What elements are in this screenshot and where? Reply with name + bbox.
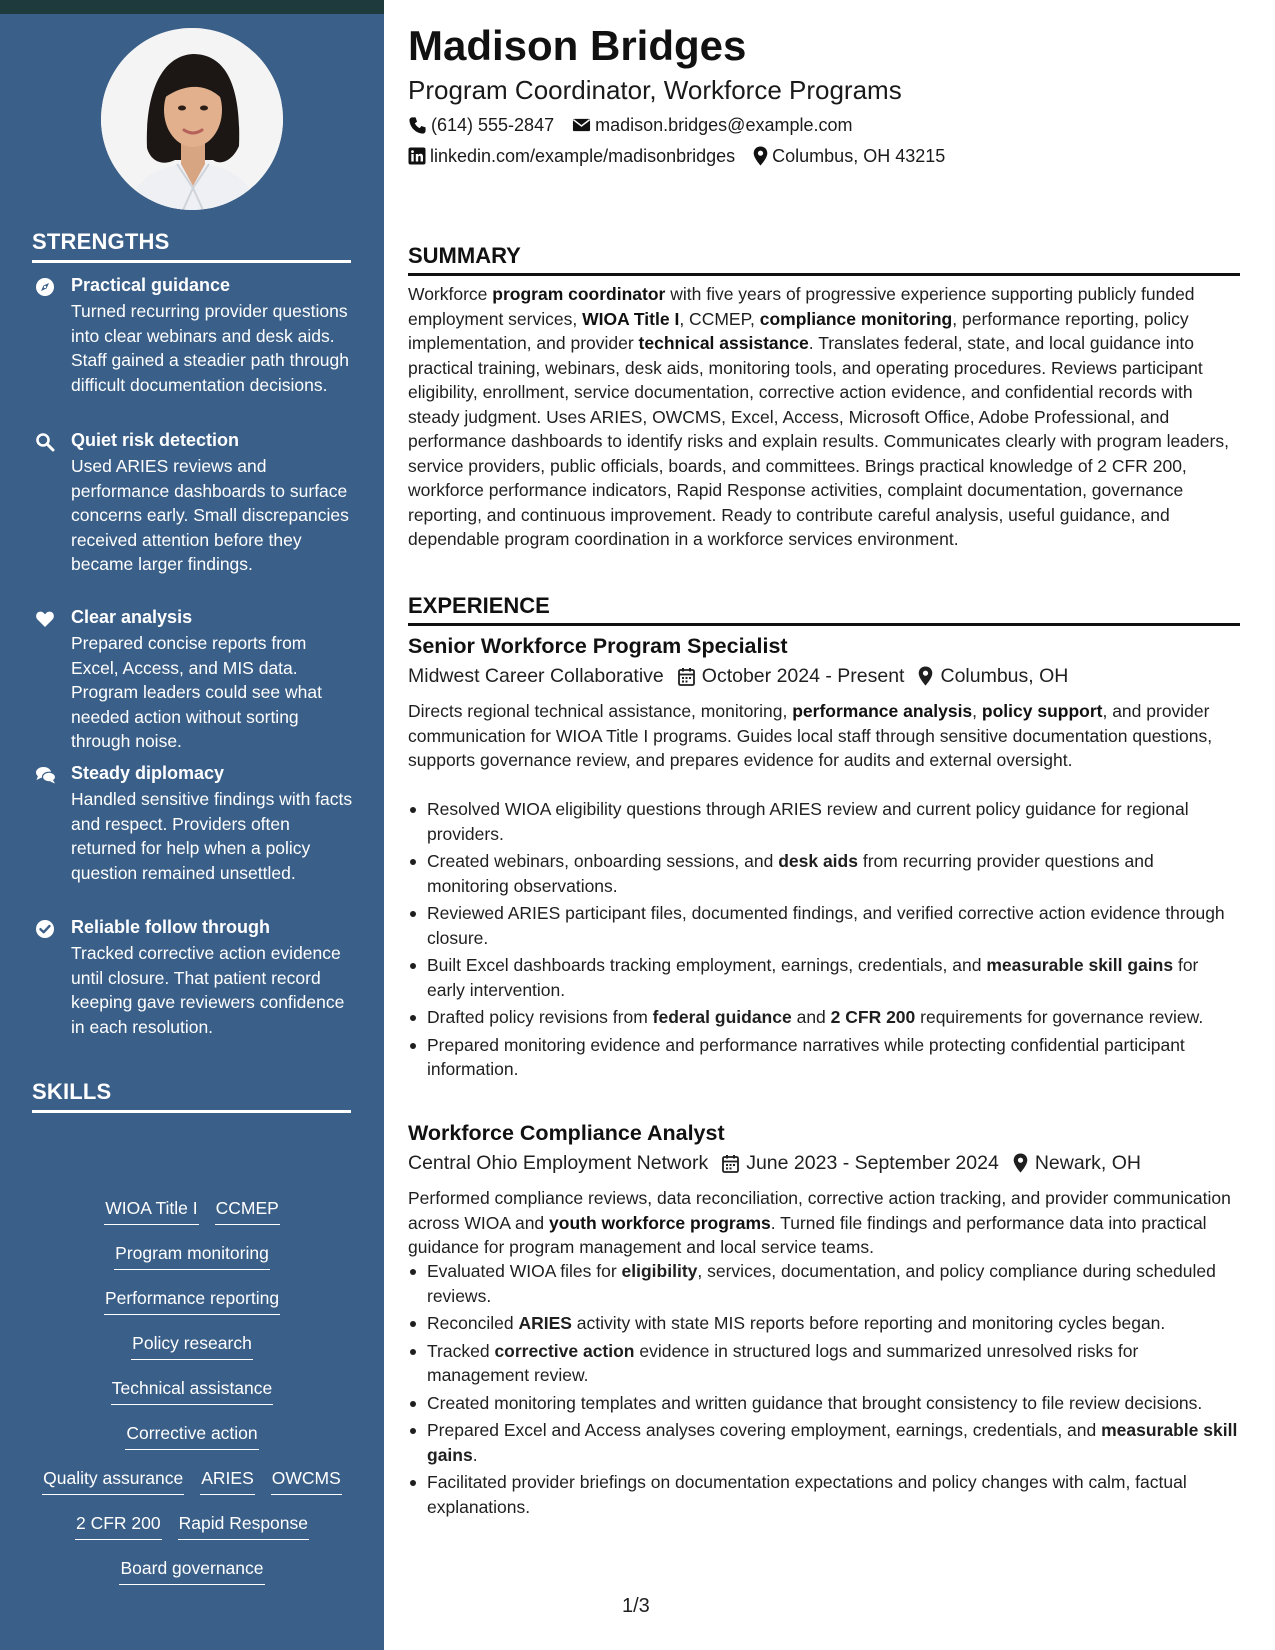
skill-tag: WIOA Title I [104,1197,198,1225]
location-pin-icon [1013,1153,1028,1173]
job-bullet: Reviewed ARIES participant files, documented findings, and verified corrective action evidence through closure. [408,901,1240,950]
location-pin-icon [753,146,768,166]
contact-row-2 [408,145,945,167]
skill-row [32,1512,352,1557]
linkedin-icon [408,147,426,165]
job-title: Workforce Compliance Analyst [408,1121,725,1145]
job-description: Performed compliance reviews, data reconciliation, corrective action tracking, and provider communication across WIOA and youth workforce programs. Turned file findings and performance data into practical guidance for program management and local service teams. [408,1188,1231,1257]
skill-tag: Corrective action [125,1422,258,1450]
job-bullet: Tracked corrective action evidence in structured logs and summarized unresolved risks for management review. [408,1339,1240,1388]
summary-text: Workforce program coordinator with five years of progressive experience supporting publicly funded employment services, WIOA Title I, CCMEP, compliance monitoring, performance reporting, policy implementation, and provider technical assistance. Translates federal, state, and local guidance into practical training, webinars, desk aids, monitoring tools, and operating procedures. Reviews participant eligibility, enrollment, service documentation, corrective action evidence, and confidential records with steady judgment. Uses ARIES, OWCMS, Excel, Access, Microsoft Office, Adobe Professional, and performance dashboards to identify risks and explain results. Communicates clearly with program leaders, service providers, public officials, boards, and committees. Brings practical knowledge of 2 CFR 200, workforce performance indicators, Rapid Response activities, complaint documentation, governance reporting, and continuous improvement. Ready to contribute careful analysis, useful guidance, and dependable program coordination in a workforce services environment. [408,284,1229,549]
skill-tag: Technical assistance [111,1377,274,1405]
job-dates: October 2024 - Present [701,665,905,687]
strength-description: Handled sensitive findings with facts and respect. Providers often returned for help when a policy question remained unsettled. [71,789,353,883]
sidebar [0,14,384,1650]
skill-row [32,1422,352,1467]
calendar-icon [722,1154,739,1173]
job-bullet: Resolved WIOA eligibility questions through ARIES review and current policy guidance for regional providers. [408,797,1240,846]
strength-title: Reliable follow through [71,917,270,937]
candidate-name: Madison Bridges [408,22,747,69]
page-number: 1/3 [622,1595,650,1617]
skill-row [32,1242,352,1287]
job-company: Midwest Career Collaborative [408,665,664,687]
job-bullet: Built Excel dashboards tracking employment, earnings, credentials, and measurable skill gains for early intervention. [408,953,1240,1002]
envelope-icon [572,117,591,133]
check-circle-icon [35,919,55,939]
profile-photo [101,28,283,210]
top-accent-bar [0,0,384,14]
job-bullet: Facilitated provider briefings on documentation expectations and policy changes with calm, factual explanations. [408,1470,1240,1519]
search-icon [35,432,55,452]
skill-row [32,1467,352,1512]
skill-row [32,1197,352,1242]
skill-tag: Board governance [119,1557,264,1585]
compass-icon [35,277,55,297]
contact-row-1 [408,114,852,136]
skills-heading: SKILLS [32,1079,351,1113]
strength-title: Steady diplomacy [71,763,225,783]
strength-description: Prepared concise reports from Excel, Access, and MIS data. Program leaders could see what needed action without sorting through noise. [71,633,322,751]
job-company: Central Ohio Employment Network [408,1152,709,1174]
location: Columbus, OH 43215 [772,146,946,166]
job-bullet: Evaluated WIOA files for eligibility, services, documentation, and policy compliance during scheduled reviews. [408,1259,1240,1308]
skill-tag: CCMEP [215,1197,280,1225]
strength-description: Turned recurring provider questions into clear webinars and desk aids. Staff gained a steadier path through difficult documentation decisions. [71,301,349,395]
skill-tag: Rapid Response [178,1512,309,1540]
candidate-title: Program Coordinator, Workforce Programs [408,75,902,105]
strength-description: Tracked corrective action evidence until closure. That patient record keeping gave reviewers confidence in each resolution. [71,943,345,1037]
skill-row [32,1557,352,1602]
strength-title: Clear analysis [71,607,193,627]
skill-tag: 2 CFR 200 [75,1512,162,1540]
job-location: Columbus, OH [940,665,1069,687]
skills-list [32,1197,352,1602]
job-bullet: Created monitoring templates and written guidance that brought consistency to file review decisions. [408,1391,1240,1416]
experience-heading: EXPERIENCE [408,593,1240,626]
skill-row [32,1377,352,1422]
skill-row [32,1287,352,1332]
job-description: Directs regional technical assistance, monitoring, performance analysis, policy support, and provider communication for WIOA Title I programs. Guides local staff through sensitive documentation questions, supports governance review, and prepares evidence for audits and external oversight. [408,701,1213,770]
skill-tag: OWCMS [271,1467,342,1495]
job-location: Newark, OH [1034,1152,1141,1174]
skill-tag: ARIES [200,1467,255,1495]
job-dates: June 2023 - September 2024 [746,1152,999,1174]
skill-row [32,1332,352,1377]
phone-icon [408,116,427,135]
summary-heading: SUMMARY [408,243,1240,276]
skill-tag: Performance reporting [104,1287,280,1315]
job-bullet: Drafted policy revisions from federal guidance and 2 CFR 200 requirements for governance review. [408,1005,1240,1030]
job-bullet: Prepared Excel and Access analyses covering employment, earnings, credentials, and measurable skill gains. [408,1418,1240,1467]
job-bullet: Prepared monitoring evidence and performance narratives while protecting confidential participant information. [408,1033,1240,1082]
skill-tag: Program monitoring [114,1242,270,1270]
email-address: madison.bridges@example.com [595,115,853,135]
phone-number: (614) 555-2847 [431,115,555,135]
avatar [101,28,283,210]
comments-icon [35,765,57,785]
job-bullets [408,1259,1240,1522]
job-bullets [408,797,1240,1085]
skill-tag: Quality assurance [42,1467,184,1495]
job-bullet: Created webinars, onboarding sessions, and desk aids from recurring provider questions and monitoring observations. [408,849,1240,898]
location-pin-icon [918,666,933,686]
job-meta [408,1151,1141,1175]
calendar-icon [678,667,695,686]
strength-title: Practical guidance [71,275,231,295]
strength-title: Quiet risk detection [71,430,240,450]
linkedin-url[interactable]: linkedin.com/example/madisonbridges [430,146,736,166]
job-bullet: Reconciled ARIES activity with state MIS reports before reporting and monitoring cycles began. [408,1311,1240,1336]
job-meta [408,664,1068,688]
heart-icon [35,609,55,629]
skill-tag: Policy research [131,1332,253,1360]
strengths-heading: STRENGTHS [32,229,351,263]
job-title: Senior Workforce Program Specialist [408,634,788,658]
strength-description: Used ARIES reviews and performance dashboards to surface concerns early. Small discrepancies received attention before they became larger findings. [71,456,349,574]
